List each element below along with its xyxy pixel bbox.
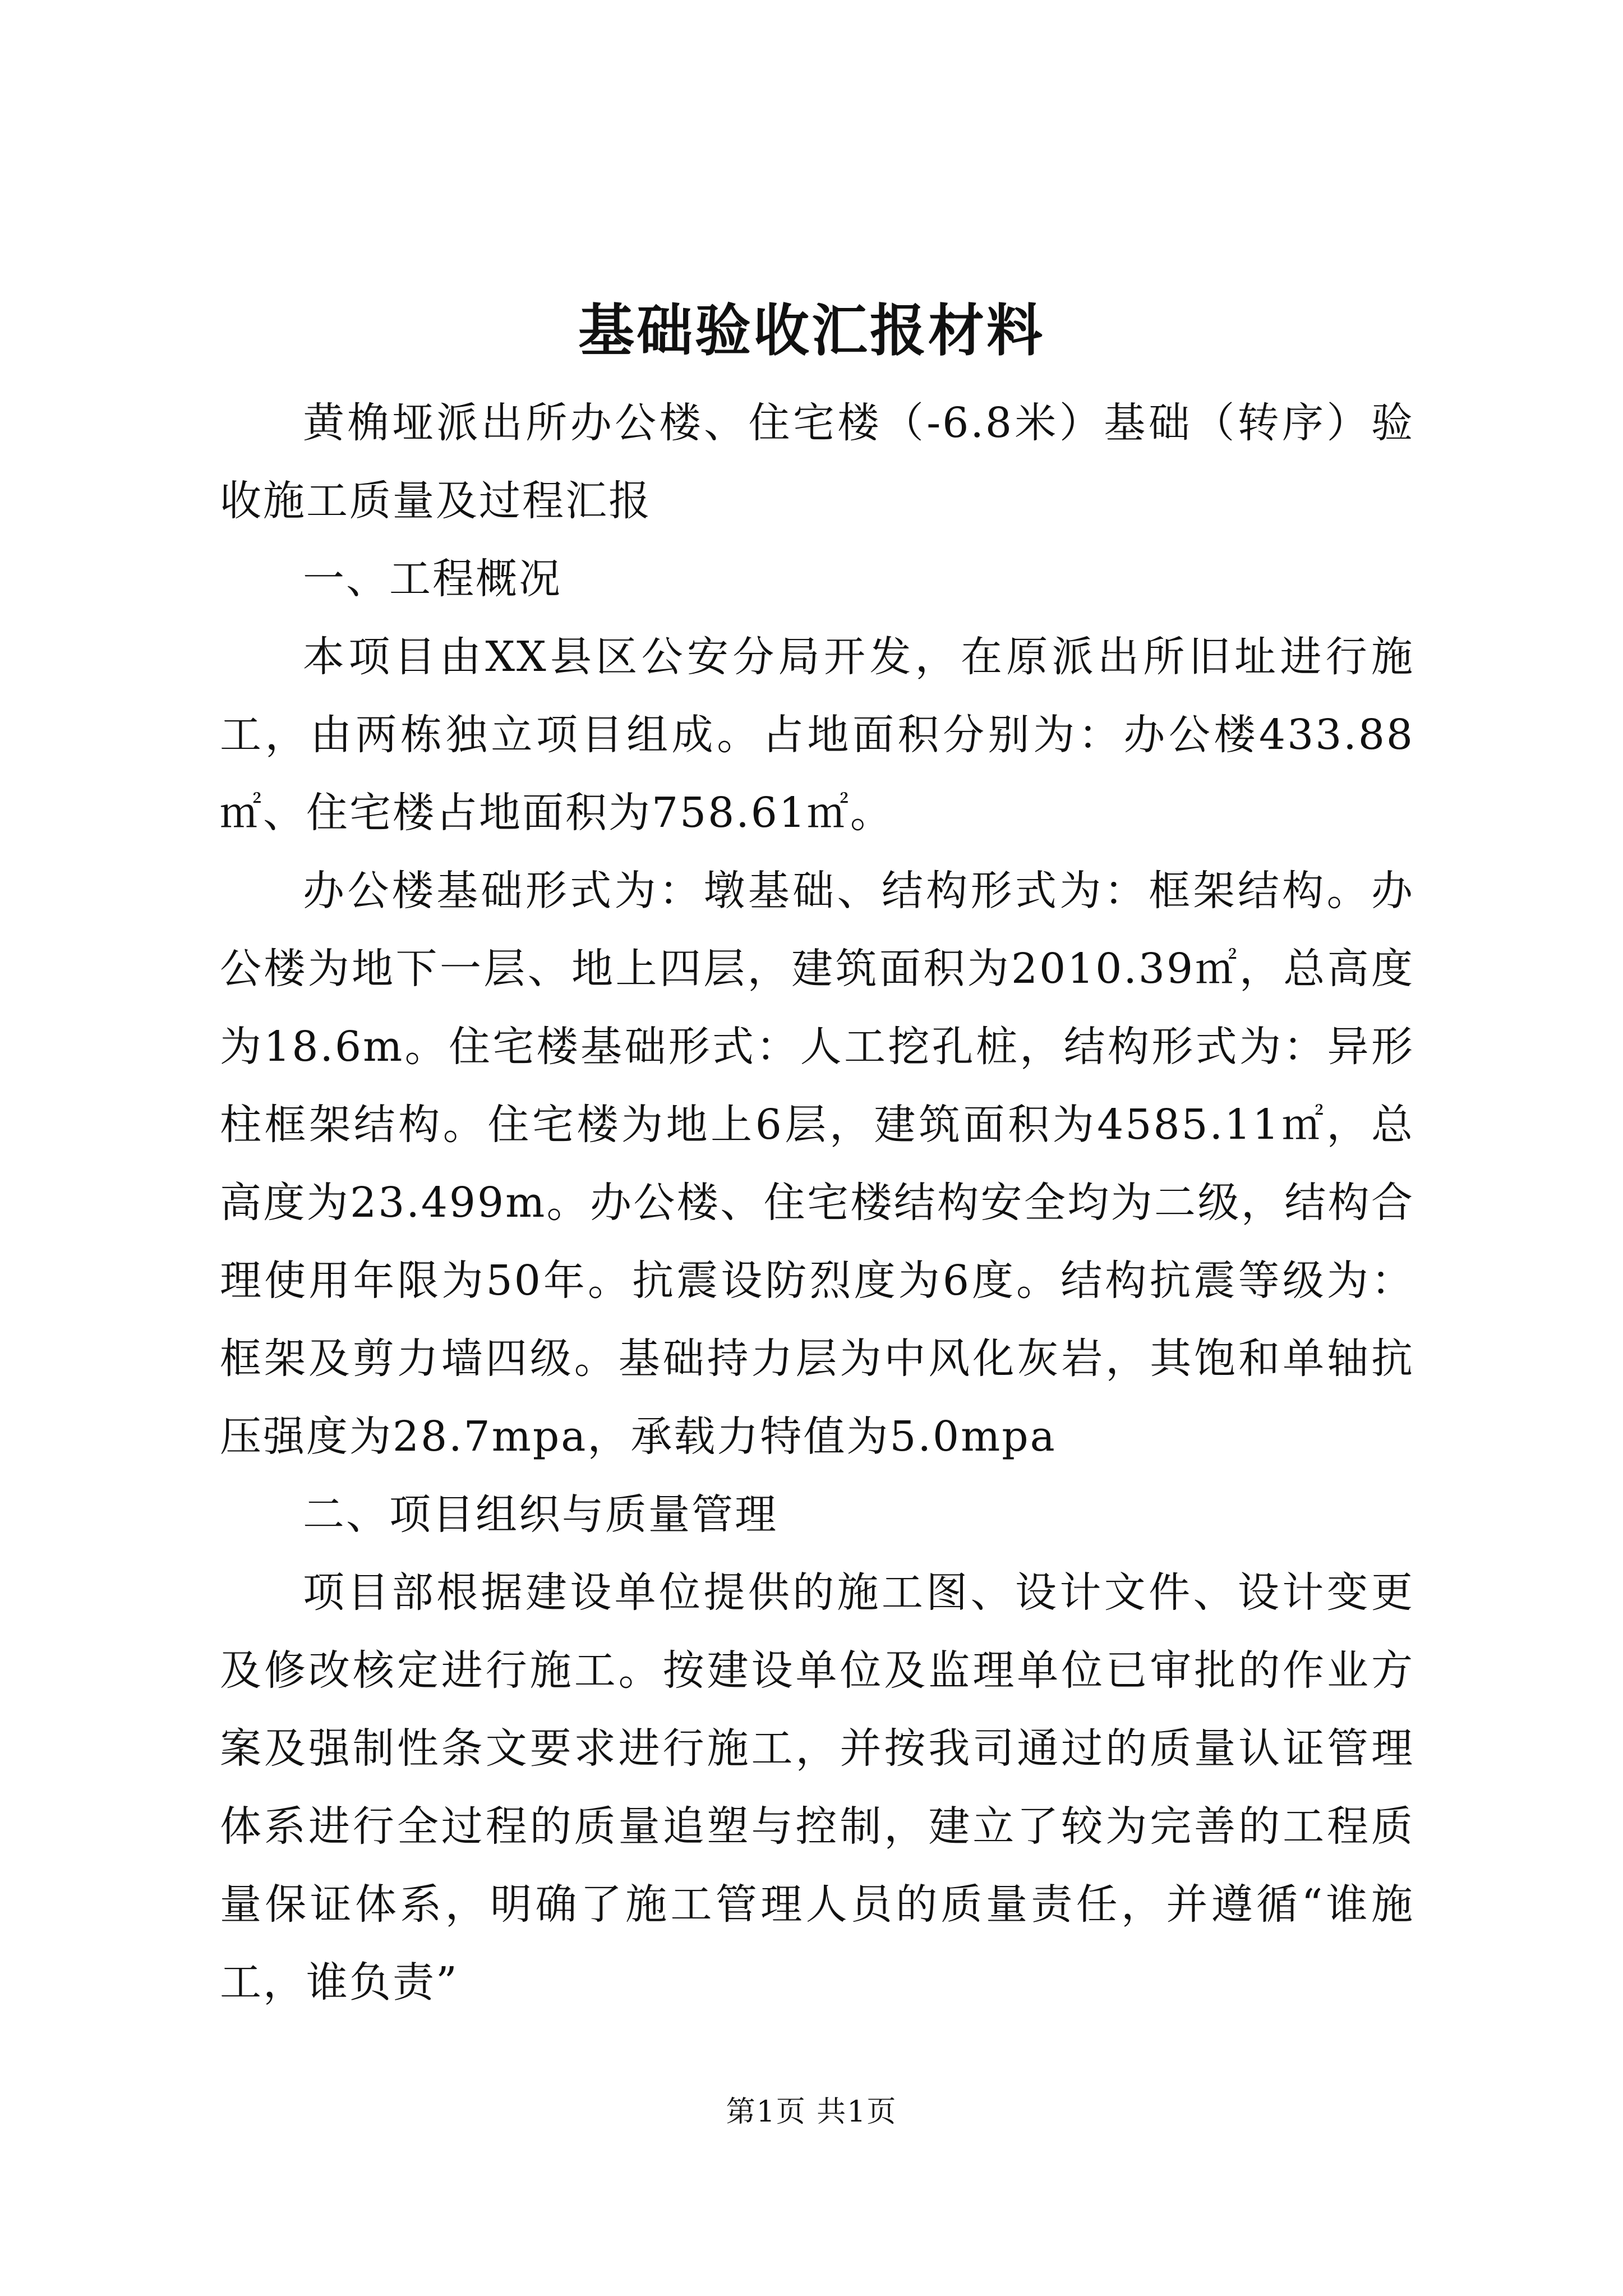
- paragraph-overview: 本项目由XX县区公安分局开发，在原派出所旧址进行施工，由两栋独立项目组成。占地面积分别为：办公楼433.88㎡、住宅楼占地面积为758.61㎡。: [220, 633, 1414, 837]
- document-body: [220, 384, 1414, 2022]
- paragraph-structure: 办公楼基础形式为：墩基础、结构形式为：框架结构。办公楼为地下一层、地上四层，建筑面积为2010.39㎡，总高度为18.6m。住宅楼基础形式：人工挖孔桩，结构形式为：异形柱框架结构。住宅楼为地上6层，建筑面积为4585.11㎡，总高度为23.499m。办公楼、住宅楼结构安全均为二级，结构合理使用年限为50年。抗震设防烈度为6度。结构抗震等级为：框架及剪力墙四级。基础持力层为中风化灰岩，其饱和单轴抗压强度为28.7mpa，承载力特值为5.0mpa: [220, 867, 1414, 1461]
- document-title: 基础验收汇报材料: [578, 298, 1045, 364]
- section-heading-organization: 二、项目组织与质量管理: [303, 1490, 778, 1539]
- paragraph-organization: 项目部根据建设单位提供的施工图、设计文件、设计变更及修改核定进行施工。按建设单位及监理单位已审批的作业方案及强制性条文要求进行施工，并按我司通过的质量认证管理体系进行全过程的质量追塑与控制，建立了较为完善的工程质量保证体系，明确了施工管理人员的质量责任，并遵循“谁施工，谁负责”: [220, 1568, 1414, 2007]
- paragraph-subtitle: 黄桷垭派出所办公楼、住宅楼（-6.8米）基础（转序）验收施工质量及过程汇报: [220, 399, 1414, 525]
- section-heading-overview: 一、工程概况: [303, 555, 562, 603]
- page-footer: 第1页 共1页: [726, 2095, 897, 2129]
